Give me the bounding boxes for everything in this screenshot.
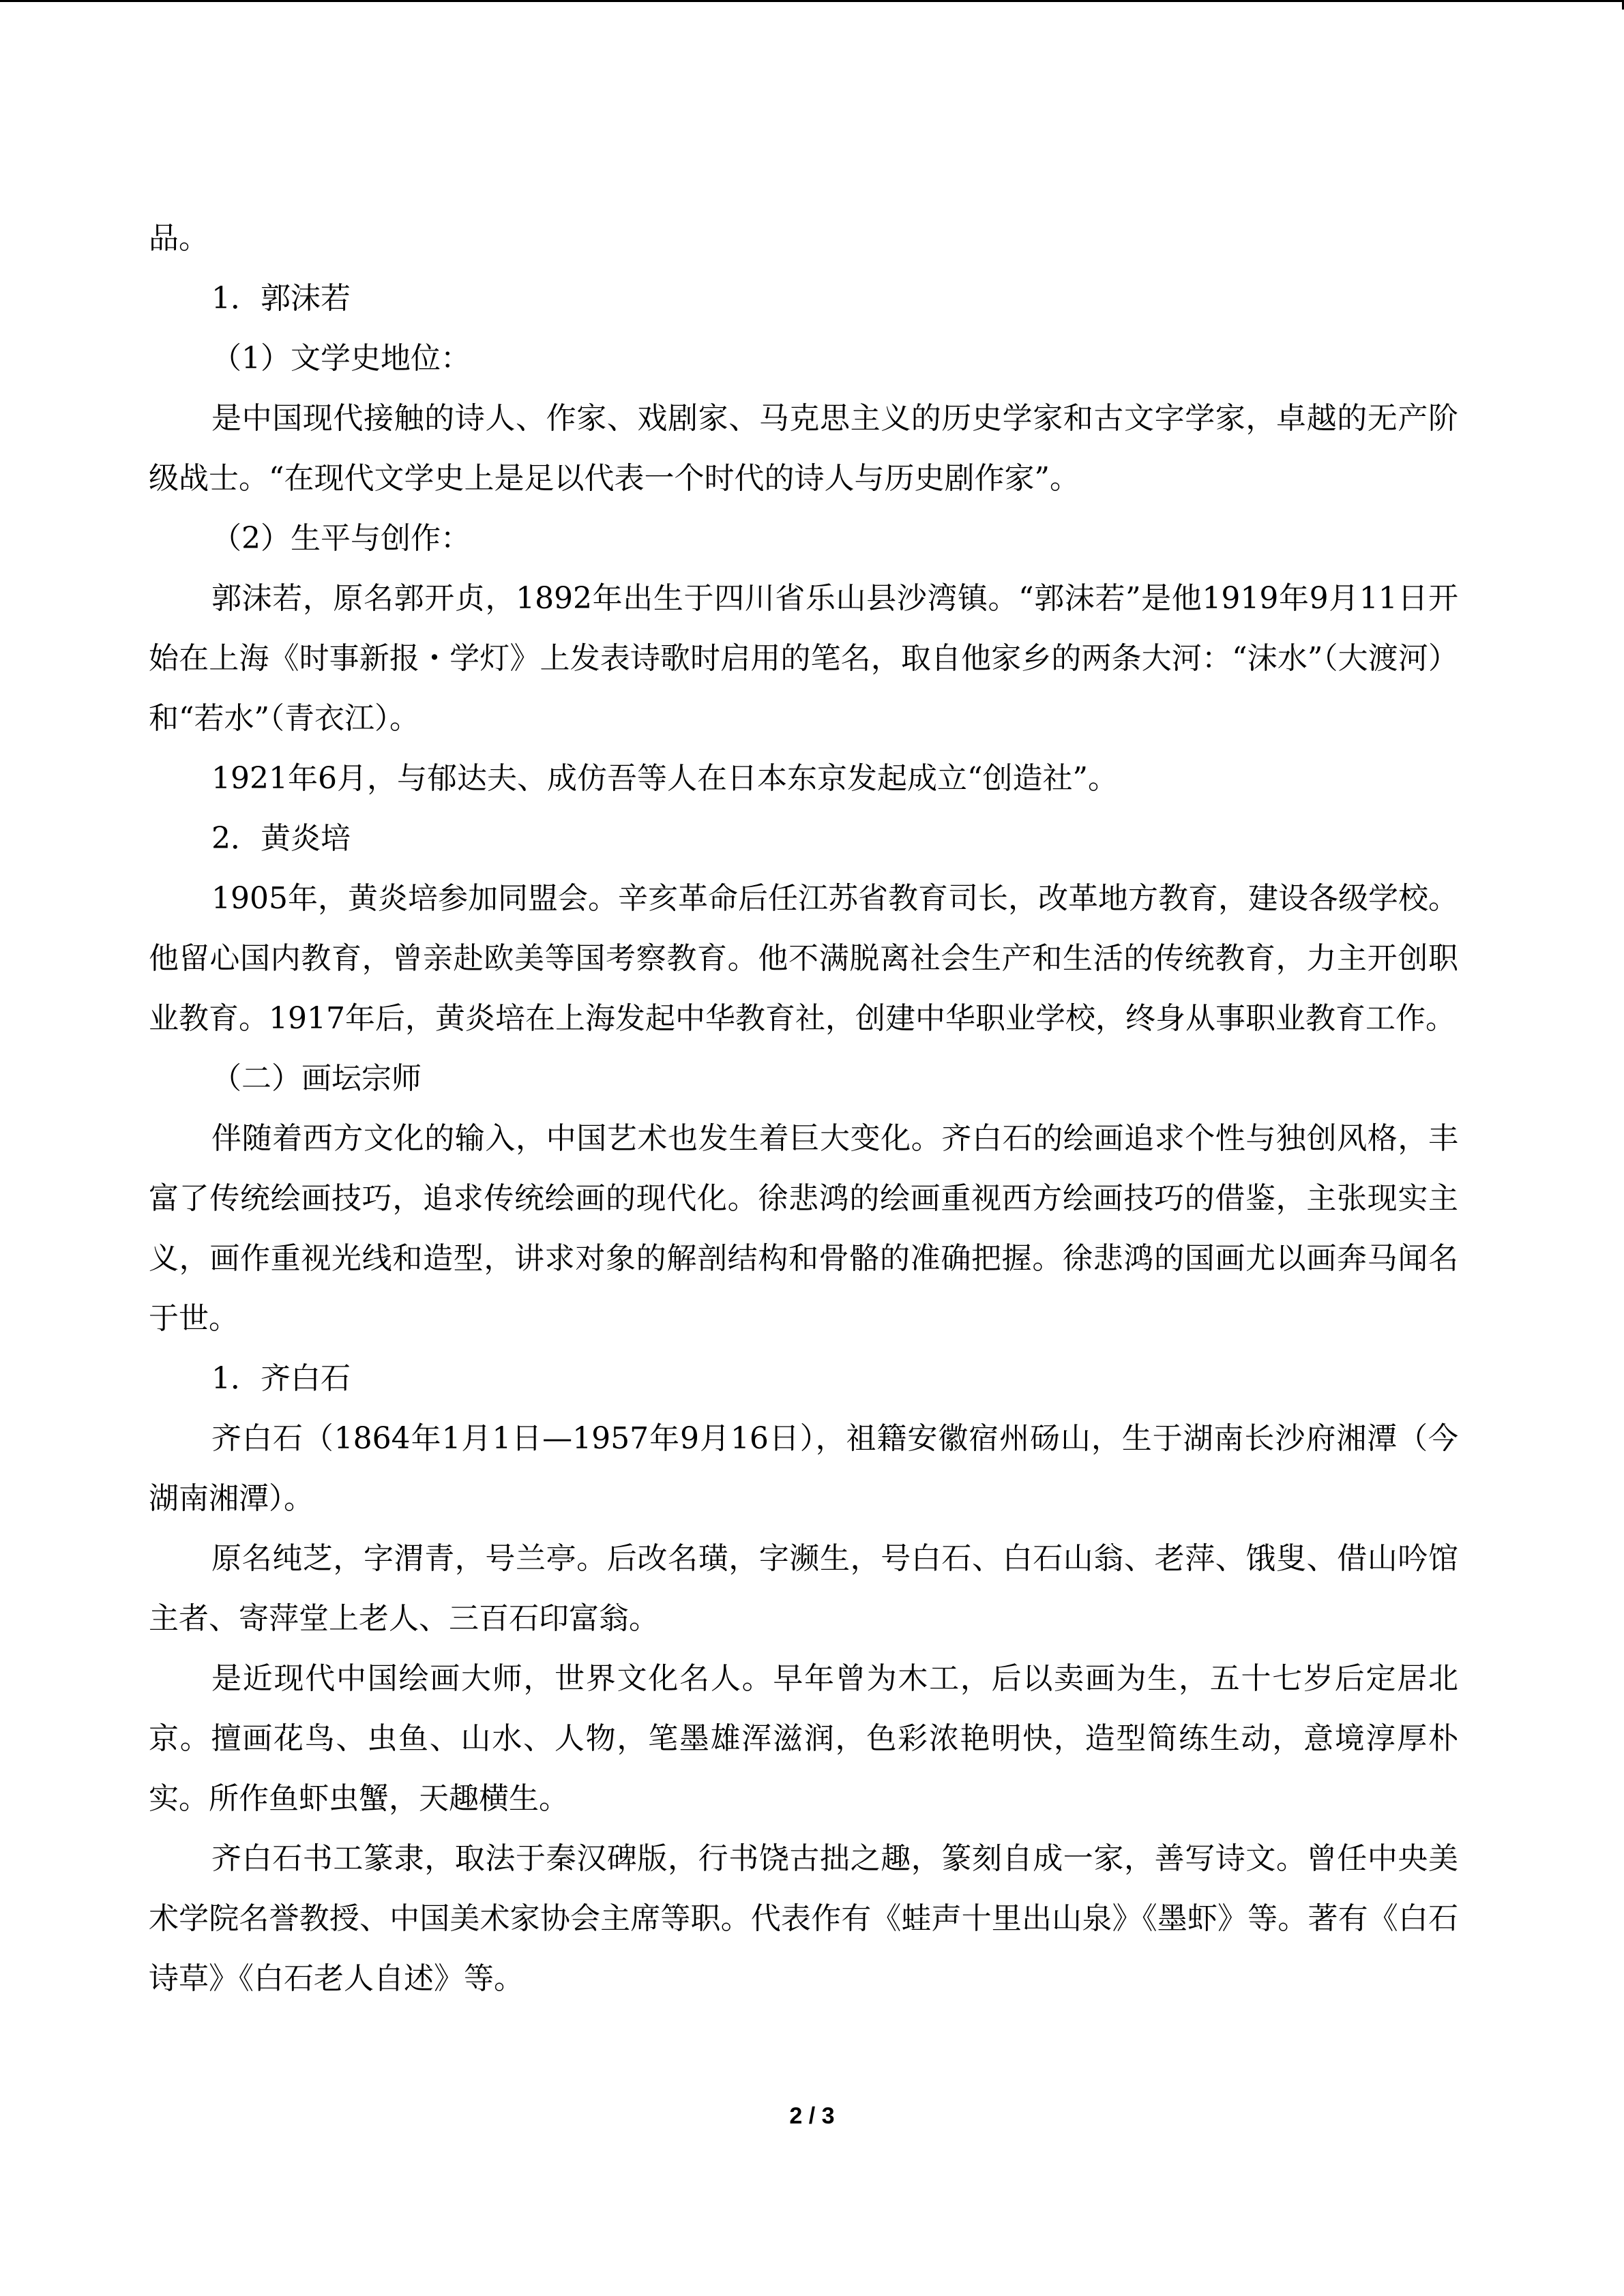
- paragraph: 伴随着西方文化的输入，中国艺术也发生着巨大变化。齐白石的绘画追求个性与独创风格，丰富了传统绘画技巧，追求传统绘画的现代化。徐悲鸿的绘画重视西方绘画技巧的借鉴，主张现实主义，画作重视光线和造型，讲求对象的解剖结构和骨骼的准确把握。徐悲鸿的国画尤以画奔马闻名于世。: [149, 1121, 1458, 1336]
- paragraph: 1905年，黄炎培参加同盟会。辛亥革命后任江苏省教育司长，改革地方教育，建设各级学校。他留心国内教育，曾亲赴欧美等国考察教育。他不满脱离社会生产和生活的传统教育，力主开创职业教育。1917年后，黄炎培在上海发起中华教育社，创建中华职业学校，终身从事职业教育工作。: [149, 881, 1458, 1036]
- top-border-line: [0, 0, 1624, 2]
- page-number: 2 / 3: [789, 2103, 835, 2129]
- section-heading: （二）画坛宗师: [211, 1061, 422, 1096]
- paragraph: 是近现代中国绘画大师，世界文化名人。早年曾为木工，后以卖画为生，五十七岁后定居北京。擅画花鸟、虫鱼、山水、人物，笔墨雄浑滋润，色彩浓艳明快，造型简练生动，意境淳厚朴实。所作鱼虾虫蟹，天趣横生。: [149, 1661, 1458, 1816]
- subsection-heading: （1）文学史地位：: [211, 341, 471, 376]
- paragraph: 郭沫若，原名郭开贞，1892年出生于四川省乐山县沙湾镇。“郭沫若”是他1919年9月11日开始在上海《时事新报・学灯》上发表诗歌时启用的笔名，取自他家乡的两条大河：“沫水”（大渡河）和“若水”（青衣江）。: [149, 581, 1458, 736]
- paragraph: 原名纯芝，字渭青，号兰亭。后改名璜，字濒生，号白石、白石山翁、老萍、饿叟、借山吟馆主者、寄萍堂上老人、三百石印富翁。: [149, 1541, 1458, 1636]
- document-body: [149, 209, 1458, 2009]
- subsection-heading: （2）生平与创作：: [211, 521, 471, 556]
- paragraph: 是中国现代接触的诗人、作家、戏剧家、马克思主义的历史学家和古文字学家，卓越的无产阶级战士。“在现代文学史上是足以代表一个时代的诗人与历史剧作家”。: [149, 401, 1458, 496]
- paragraph: 齐白石（1864年1月1日—1957年9月16日），祖籍安徽宿州砀山，生于湖南长沙府湘潭（今湖南湘潭）。: [149, 1421, 1458, 1516]
- section-heading: 2．黄炎培: [211, 821, 351, 856]
- section-heading: 1．齐白石: [211, 1361, 351, 1396]
- paragraph: 1921年6月，与郁达夫、成仿吾等人在日本东京发起成立“创造社”。: [211, 761, 1118, 796]
- paragraph: 齐白石书工篆隶，取法于秦汉碑版，行书饶古拙之趣，篆刻自成一家，善写诗文。曾任中央美术学院名誉教授、中国美术家协会主席等职。代表作有《蛙声十里出山泉》《墨虾》等。著有《白石诗草》《白石老人自述》等。: [149, 1841, 1458, 1996]
- section-heading: 1．郭沫若: [211, 281, 351, 316]
- paragraph: 品。: [149, 221, 209, 256]
